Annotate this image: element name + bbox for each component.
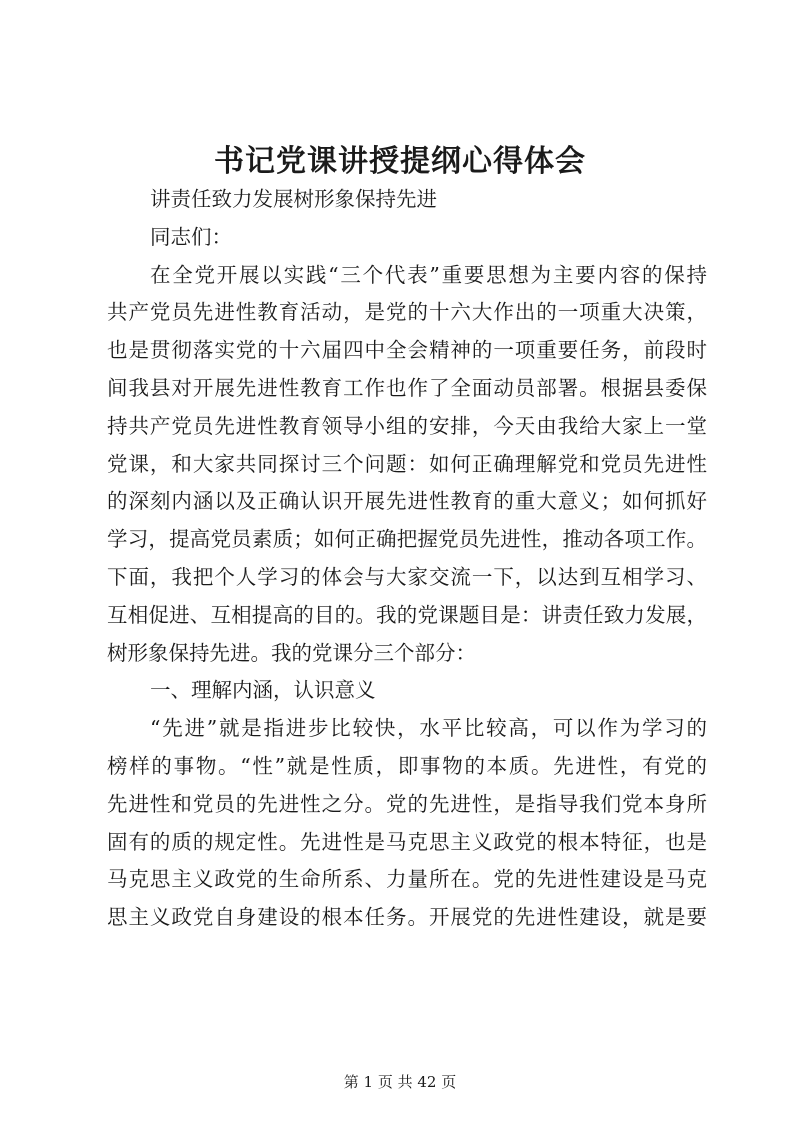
text-line: 持共产党员先进性教育领导小组的安排，今天由我给大家上一堂 [107, 413, 707, 438]
text-line: 思主义政党自身建设的根本任务。开展党的先进性建设，就是要 [107, 905, 707, 930]
text-line: 间我县对开展先进性教育工作也作了全面动员部署。根据县委保 [107, 375, 707, 400]
text-line: 在全党开展以实践“三个代表”重要思想为主要内容的保持 [150, 262, 707, 287]
document-body [107, 181, 707, 937]
page-footer: 第 1 页 共 42 页 [343, 1073, 457, 1091]
text-line: 学习，提高党员素质；如何正确把握党员先进性，推动各项工作。 [107, 527, 707, 552]
text-line: 先进性和党员的先进性之分。党的先进性，是指导我们党本身所 [107, 791, 707, 816]
text-line: 共产党员先进性教育活动，是党的十六大作出的一项重大决策， [107, 300, 707, 325]
text-line: 党课，和大家共同探讨三个问题：如何正确理解党和党员先进性 [107, 451, 707, 476]
text-line: 的深刻内涵以及正确认识开展先进性教育的重大意义；如何抓好 [107, 489, 707, 514]
text-line: 固有的质的规定性。先进性是马克思主义政党的根本特征，也是 [107, 829, 707, 854]
document-title: 书记党课讲授提纲心得体会 [214, 144, 586, 179]
text-line: “先进”就是指进步比较快，水平比较高，可以作为学习的 [150, 716, 707, 741]
text-line: 榜样的事物。“性”就是性质，即事物的本质。先进性，有党的 [107, 753, 707, 778]
text-line: 同志们： [150, 224, 232, 249]
text-line: 马克思主义政党的生命所系、力量所在。党的先进性建设是马克 [107, 867, 707, 892]
text-line: 也是贯彻落实党的十六届四中全会精神的一项重要任务，前段时 [107, 338, 707, 363]
text-line: 一、理解内涵，认识意义 [150, 678, 376, 703]
text-line: 树形象保持先进。我的党课分三个部分： [107, 640, 476, 665]
text-line: 互相促进、互相提高的目的。我的党课题目是：讲责任致力发展， [107, 602, 707, 627]
text-line: 讲责任致力发展树形象保持先进 [150, 187, 437, 211]
text-line: 下面，我把个人学习的体会与大家交流一下，以达到互相学习、 [107, 564, 707, 589]
